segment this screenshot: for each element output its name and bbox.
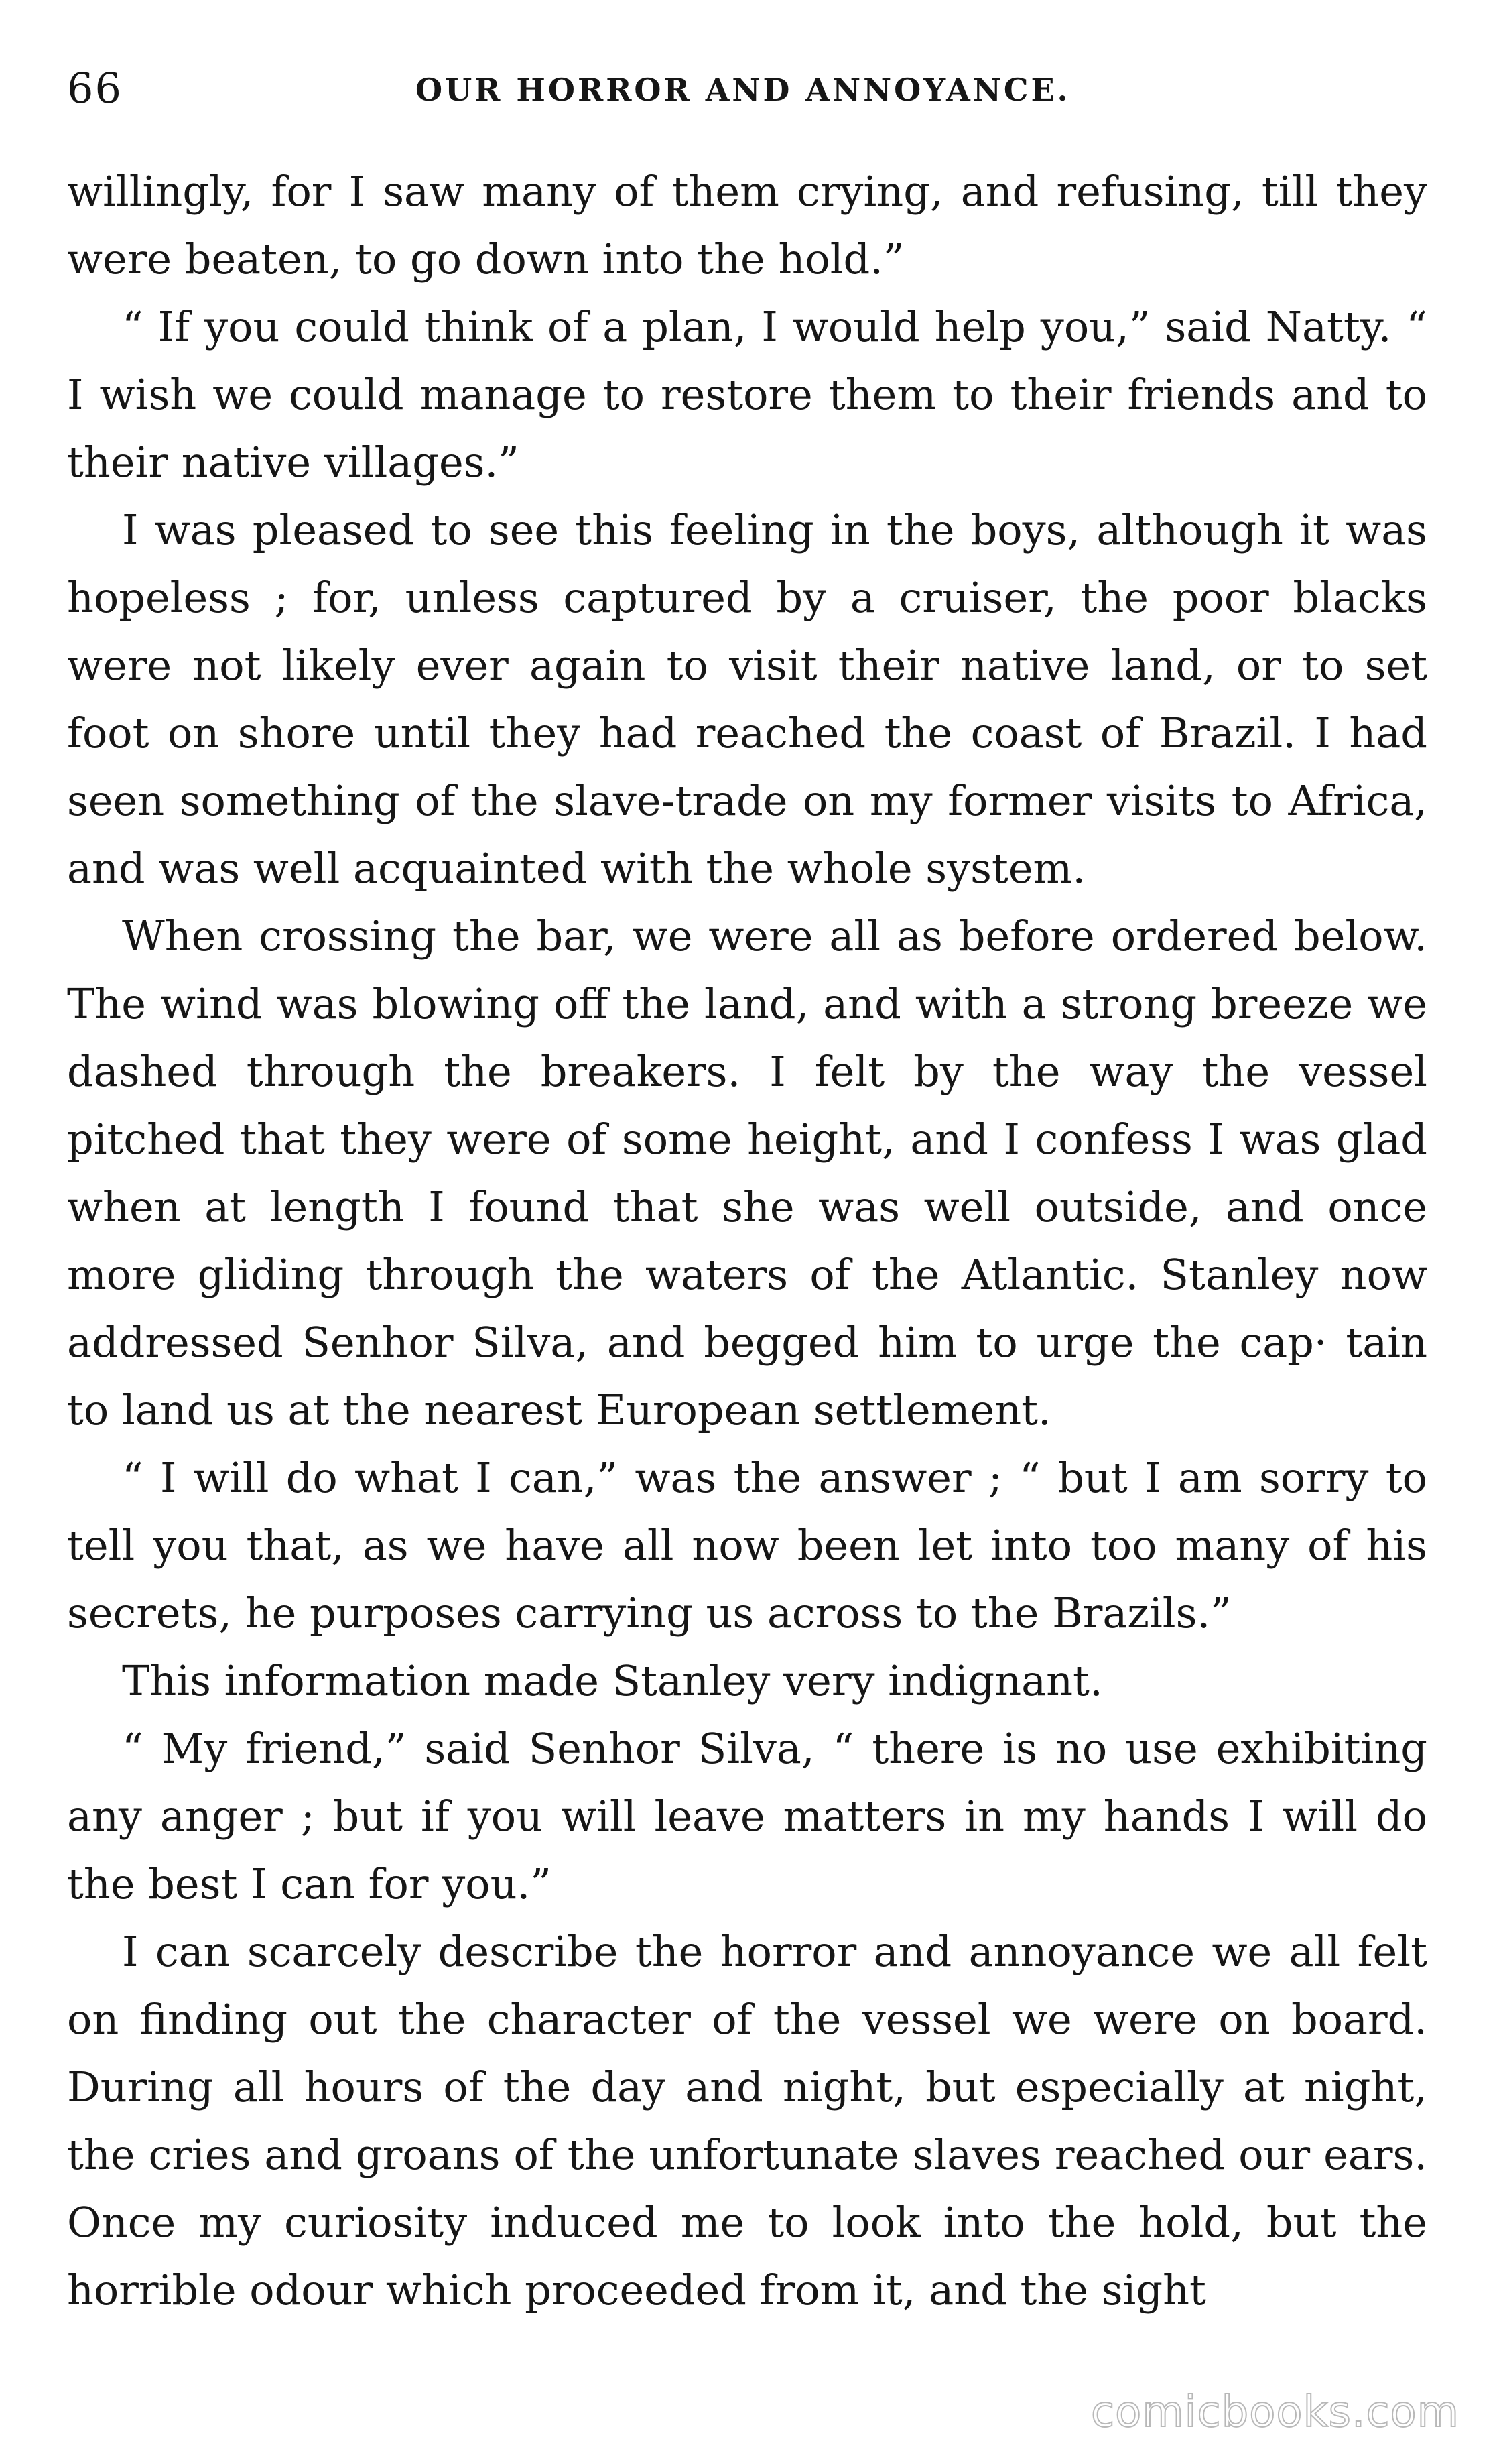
paragraph: “ If you could think of a plan, I would help you,” said Natty. “ I wish we could manage to restore them to their friends and to their native villages.” <box>67 302 1427 487</box>
paragraph: This information made Stanley very indignant. <box>122 1656 1103 1705</box>
paragraph: I can scarcely describe the horror and annoyance we all felt on finding out the character of the vessel we were on board. During all hours of the day and night, but especially at night, the cries and groans of the unfortunate slaves reached our ears. Once my curiosity induced me to look into the hold, but the horrible odour which proceeded from it, and the sight <box>67 1927 1427 2315</box>
paragraph: I was pleased to see this feeling in the boys, although it was hopeless ; for, unless captured by a cruiser, the poor blacks were not likely ever again to visit their native land, or to set foot on shore until they had reached the coast of Brazil. I had seen something of the slave-trade on my former visits to Africa, and was well acquainted with the whole system. <box>67 505 1427 893</box>
body-text <box>67 158 1427 2324</box>
watermark: comicbooks.com <box>1090 2388 1459 2437</box>
running-head: OUR HORROR AND ANNOYANCE. <box>415 72 1071 108</box>
paragraph: When crossing the bar, we were all as before ordered below. The wind was blowing off the land, and with a strong breeze we dashed through the breakers. I felt by the way the vessel pitched that they were of some height, and I confess I was glad when at length I found that she was well outside, and once more gliding through the waters of the Atlantic. Stanley now addressed Senhor Silva, and begged him to urge the cap· tain to land us at the nearest European settlement. <box>67 912 1427 1434</box>
paragraph: willingly, for I saw many of them crying, and refusing, till they were beaten, to go down into the hold.” <box>67 167 1427 284</box>
page-header <box>67 64 1427 117</box>
paragraph: “ My friend,” said Senhor Silva, “ there is no use exhibiting any anger ; but if you will leave matters in my hands I will do the best I can for you.” <box>67 1724 1427 1908</box>
page-number: 66 <box>67 64 123 113</box>
paragraph: “ I will do what I can,” was the answer ; “ but I am sorry to tell you that, as we have all now been let into too many of his secrets, he purposes carrying us across to the Brazils.” <box>67 1453 1427 1638</box>
